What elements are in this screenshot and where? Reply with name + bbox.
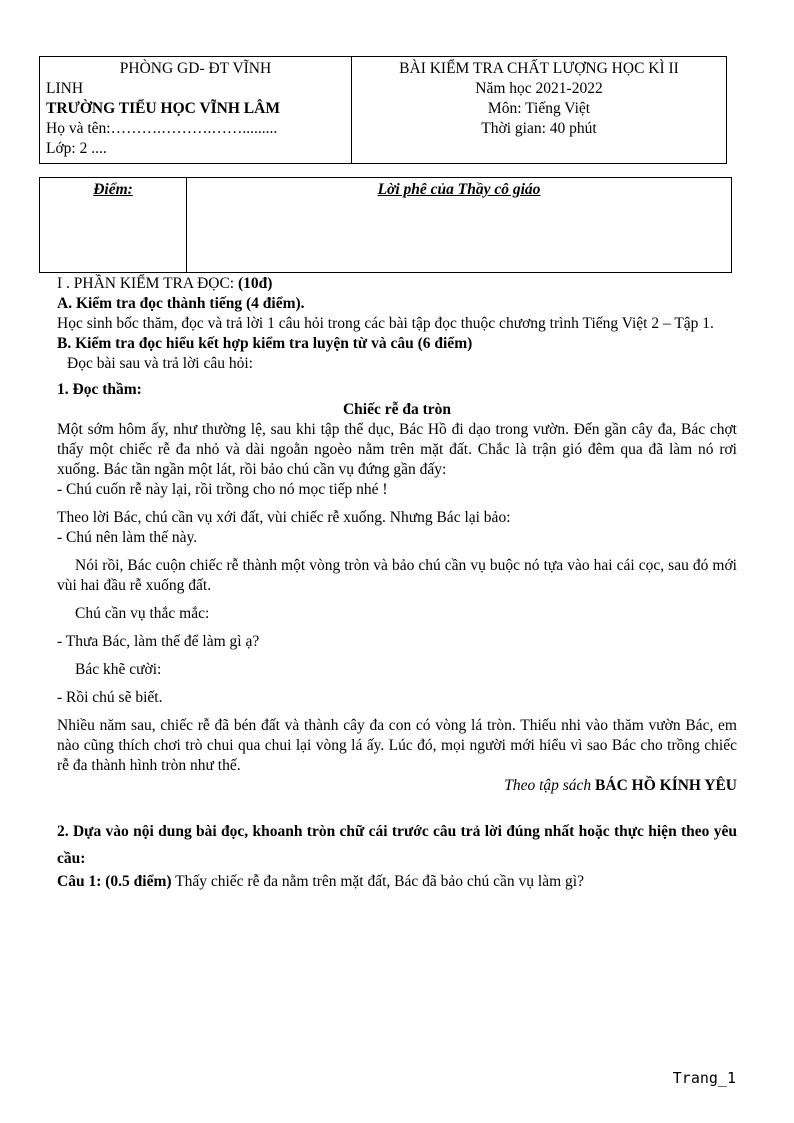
story-p1: Một sớm hôm ấy, như thường lệ, sau khi tập thể dục, Bác Hồ đi dạo trong vườn. Đến gần cây đa, Bác chợt thấy một chiếc rễ đa nhỏ và dài ngoằn ngoèo nằm trên mặt đất. Chắc là trận gió đêm qua đã làm nó rơi xuống. Bác tần ngần một lát, rồi bảo chú cần vụ đứng gần đấy:	[57, 421, 737, 478]
exam-time: Thời gian: 40 phút	[481, 120, 597, 137]
header-table	[39, 56, 727, 164]
section1-title: I . PHẦN KIỂM TRA ĐỌC: (10đ)	[57, 275, 273, 292]
score-table	[39, 177, 732, 273]
partA-text: Học sinh bốc thăm, đọc và trả lời 1 câu hỏi trong các bài tập đọc thuộc chương trình Tiếng Việt 2 – Tập 1.	[57, 315, 714, 332]
teacher-comment-label: Lời phê của Thầy cô giáo	[377, 181, 541, 198]
story-title: Chiếc rễ đa tròn	[342, 401, 452, 418]
school-name: TRƯỜNG TIỂU HỌC VĨNH LÂM	[46, 100, 280, 117]
story-p5: Nói rồi, Bác cuộn chiếc rễ thành một vòng tròn và bảo chú cần vụ buộc nó tựa vào hai cái cọc, sau đó mới vùi hai đầu rễ xuống đất.	[57, 557, 737, 594]
story-p4: - Chú nên làm thế này.	[57, 529, 198, 546]
story-p7: - Thưa Bác, làm thế để làm gì ạ?	[57, 633, 260, 650]
reading-label: 1. Đọc thầm:	[57, 381, 142, 398]
exam-title: BÀI KIỂM TRA CHẤT LƯỢNG HỌC KÌ II	[399, 60, 679, 77]
story-p3: Theo lời Bác, chú cần vụ xới đất, vùi chiếc rễ xuống. Nhưng Bác lại bảo:	[57, 509, 511, 526]
class-field: Lớp: 2 ....	[46, 140, 107, 157]
partB-instruction: Đọc bài sau và trả lời câu hỏi:	[67, 355, 253, 372]
questions-instruction: 2. Dựa vào nội dung bài đọc, khoanh tròn chữ cái trước câu trả lời đúng nhất hoặc thực hiện theo yêu cầu:	[57, 823, 737, 867]
score-label: Điểm:	[40, 178, 187, 272]
office-line2: LINH	[46, 80, 84, 97]
story-p10: Nhiều năm sau, chiếc rễ đã bén đất và thành cây đa con có vòng lá tròn. Thiếu nhi vào thăm vườn Bác, em nào cũng thích chơi trò chui qua chui lại vòng lá ấy. Lúc đó, mọi người mới hiểu vì sao Bác cho trồng chiếc rễ đa thành hình tròn như thế.	[57, 717, 737, 774]
subject: Môn: Tiếng Việt	[487, 100, 591, 117]
story-p6: Chú cần vụ thắc mắc:	[75, 605, 210, 622]
story-p9: - Rồi chú sẽ biết.	[57, 689, 163, 706]
story-p2: - Chú cuốn rễ này lại, rồi trồng cho nó mọc tiếp nhé !	[57, 481, 388, 498]
story-p8: Bác khẽ cười:	[75, 661, 162, 678]
student-name-field: Họ và tên:……….……….…….........	[46, 120, 278, 137]
partA-title: A. Kiểm tra đọc thành tiếng (4 điểm).	[57, 295, 305, 312]
partB-title: B. Kiểm tra đọc hiểu kết hợp kiểm tra luyện từ và câu (6 điểm)	[57, 335, 473, 352]
page-number: Trang_1	[672, 1069, 736, 1087]
story-source: Theo tập sách BÁC HỒ KÍNH YÊU	[504, 777, 737, 794]
school-year: Năm học 2021-2022	[475, 80, 603, 97]
office-line1: PHÒNG GD- ĐT VĨNH	[119, 60, 272, 77]
header-right-cell	[352, 57, 726, 163]
question-1: Câu 1: (0.5 điểm) Thấy chiếc rễ đa nằm trên mặt đất, Bác đã bảo chú cần vụ làm gì?	[57, 873, 584, 890]
header-left-cell	[40, 57, 352, 163]
main-content	[57, 274, 737, 892]
